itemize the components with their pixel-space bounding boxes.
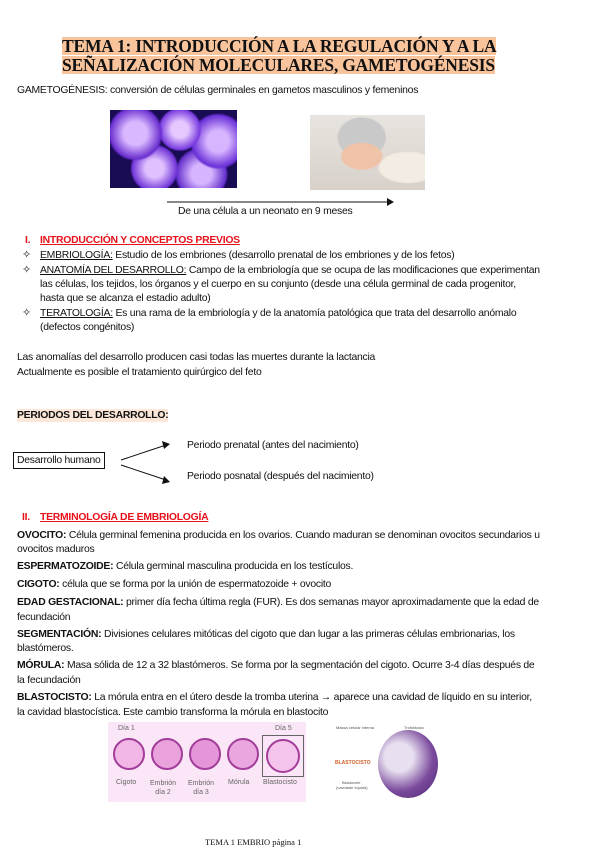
diamond-bullet-icon: ✧	[22, 264, 32, 276]
intro-text: GAMETOGÉNESIS: conversión de células germinales en gametos masculinos y femeninos	[17, 85, 419, 96]
term-text: Campo de la embriología que se ocupa de las modificaciones que experimentan	[186, 265, 540, 276]
term-text: hasta que se alcanza el estadio adulto)	[40, 293, 211, 304]
trophoblast-label: Trofoblasto	[404, 725, 424, 730]
day2-cell	[151, 738, 183, 770]
prenatal-period: Periodo prenatal (antes del nacimiento)	[187, 440, 359, 451]
title-line-1: TEMA 1: INTRODUCCIÓN A LA REGULACIÓN Y A LA	[62, 36, 497, 56]
section-2-heading: TERMINOLOGÍA DE EMBRIOLOGÍA	[40, 512, 209, 523]
term-embriologia	[40, 249, 454, 262]
inner-mass-label: Massa celular interna	[336, 725, 375, 730]
term-text: (defectos congénitos)	[40, 322, 135, 333]
term-text: blastómeros.	[17, 643, 74, 654]
term-label: EDAD GESTACIONAL:	[17, 597, 124, 608]
term-blastocisto	[17, 691, 532, 704]
term-label: ANATOMÍA DEL DESARROLLO:	[40, 265, 187, 276]
term-ovocito	[17, 529, 540, 542]
zygote-cell	[113, 738, 145, 770]
term-label: TERATOLOGÍA:	[40, 308, 113, 319]
stage-label: Blastocisto	[263, 779, 297, 786]
term-text: fecundación	[17, 612, 71, 623]
page-footer: TEMA 1 EMBRIO página 1	[205, 837, 302, 847]
note-1: Las anomalías del desarrollo producen casi todas las muertes durante la lactancia	[17, 352, 376, 363]
stage-label: Embrión día 2	[150, 780, 177, 796]
stage-label: Mórula	[228, 779, 250, 786]
cavity-sublabel: (cavidade líquida)	[336, 785, 368, 790]
term-label: CIGOTO:	[17, 579, 60, 590]
term-label: EMBRIOLOGÍA:	[40, 250, 113, 261]
title-line-2: SEÑALIZACIÓN MOLECULARES, GAMETOGÉNESIS	[62, 55, 495, 75]
term-label: MÓRULA:	[17, 660, 65, 671]
term-text: las células, los tejidos, los órganos y el cuerpo en su conjunto (desde una célula germinal de cada progenitor,	[40, 279, 516, 290]
blastocyst-diagram	[320, 722, 445, 802]
day-5-label: Día 5	[275, 725, 292, 732]
term-text: Masa sólida de 12 a 32 blastómeros. Se forma por la segmentación del cigoto. Ocurre 3-4 días después de	[64, 660, 535, 671]
term-edad-gestacional	[17, 596, 539, 609]
term-text: Célula germinal masculina producida en los testículos.	[113, 561, 354, 572]
term-text: la cavidad blastocística. Este cambio transforma la mórula en blastocito	[17, 707, 329, 718]
image-caption: De una célula a un neonato en 9 meses	[178, 206, 353, 217]
day-1-label: Día 1	[118, 725, 135, 732]
embryo-stages-figure	[108, 722, 306, 802]
cells-image	[110, 110, 237, 188]
postnatal-period: Periodo posnatal (después del nacimiento)	[187, 471, 374, 482]
day3-cell	[189, 738, 221, 770]
blastocyst-label: BLASTOCISTO	[335, 760, 371, 766]
term-label: OVOCITO:	[17, 530, 67, 541]
diamond-bullet-icon: ✧	[22, 249, 32, 261]
term-text: Estudio de los embriones (desarrollo prenatal de los embriones y de los fetos)	[112, 250, 455, 261]
term-text: Es una rama de la embriología y de la anatomía patológica que trata del desarrollo anómalo	[112, 308, 517, 319]
periods-heading: PERIODOS DEL DESARROLLO:	[17, 410, 169, 421]
newborn-image	[310, 115, 425, 190]
term-text: Célula germinal femenina producida en los ovarios. Cuando maduran se denominan ovocitos secundarios u	[66, 530, 540, 541]
section-2-number: II.	[22, 512, 30, 523]
term-text: La mórula entra en el útero desde la tromba uterina → aparece una cavidad de líquido en su interior,	[91, 692, 532, 703]
cavity-label: Blastocele	[342, 780, 361, 785]
term-text: célula que se forma por la unión de espermatozoide + ovocito	[59, 579, 332, 590]
stage-label: Embrión día 3	[188, 780, 215, 796]
term-anatomia	[40, 264, 540, 277]
blastocyst-cell	[266, 739, 300, 773]
term-label: ESPERMATOZOIDE:	[17, 561, 114, 572]
term-text: primer día fecha última regla (FUR). Es dos semanas mayor aproximadamente que la edad de	[123, 597, 539, 608]
blastocyst-sphere	[378, 730, 438, 798]
human-development-box: Desarrollo humano	[13, 452, 105, 469]
term-segmentacion	[17, 628, 515, 641]
term-text: la fecundación	[17, 675, 81, 686]
term-teratologia	[40, 307, 516, 320]
branch-arrows	[118, 440, 173, 485]
section-1-heading: INTRODUCCIÓN Y CONCEPTOS PREVIOS	[40, 235, 240, 246]
morula-cell	[227, 738, 259, 770]
note-2: Actualmente es posible el tratamiento quirúrgico del feto	[17, 367, 262, 378]
diamond-bullet-icon: ✧	[22, 307, 32, 319]
term-cigoto	[17, 578, 331, 591]
section-1-number: I.	[25, 235, 31, 246]
term-label: SEGMENTACIÓN:	[17, 629, 102, 640]
term-espermatozoide	[17, 560, 353, 573]
term-text: ovocitos maduros	[17, 544, 95, 555]
term-text: Divisiones celulares mitóticas del cigoto que dan lugar a las primeras células embrionarias, los	[101, 629, 515, 640]
term-label: BLASTOCISTO:	[17, 692, 92, 703]
term-morula	[17, 659, 534, 672]
stage-label: Cigoto	[116, 779, 137, 786]
